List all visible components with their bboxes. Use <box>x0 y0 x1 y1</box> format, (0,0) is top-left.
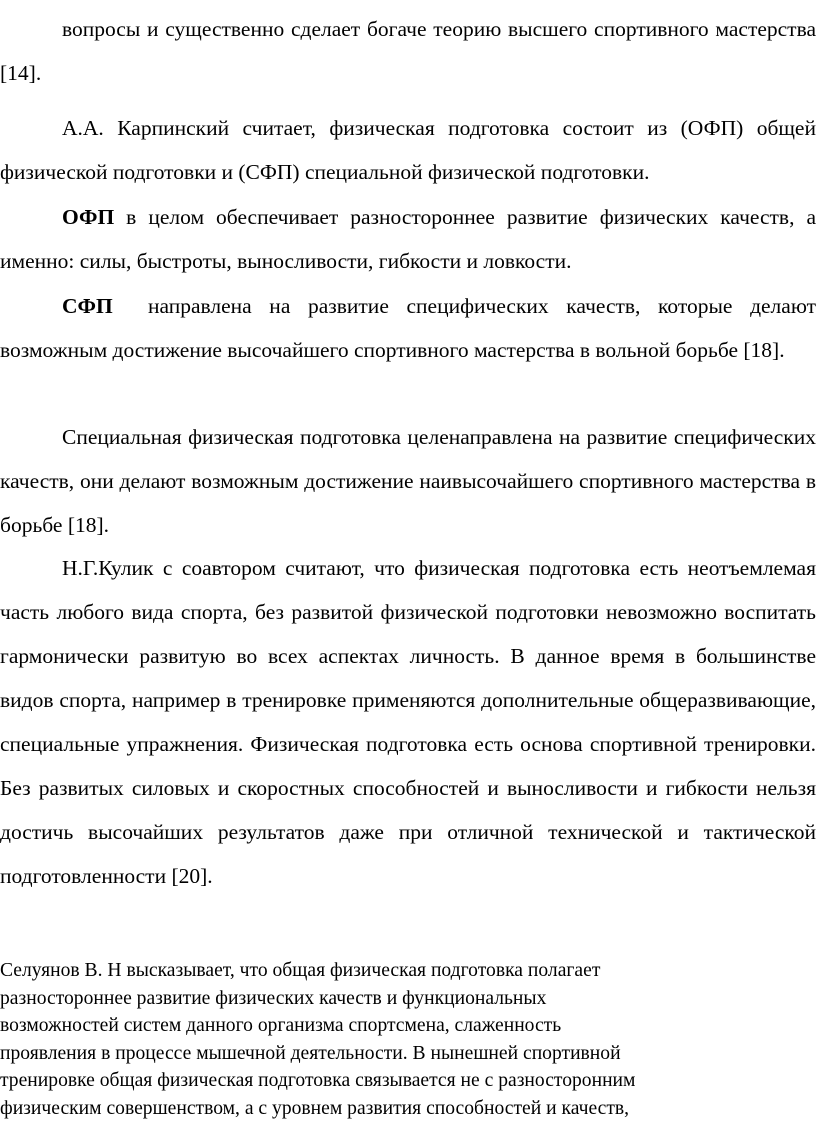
paragraph-4-text: направлена на развитие специфических качеств, которые делают возможным достижение высочайшего спортивного мастерства в вольной борьбе [18]. <box>0 294 816 362</box>
paragraph-7-line: физическим совершенством, а с уровнем развития способностей и качеств, <box>0 1097 630 1119</box>
paragraph-2 <box>0 106 816 194</box>
paragraph-7-line: разностороннее развитие физических качеств и функциональных <box>0 987 547 1009</box>
paragraph-3-text: в целом обеспечивает разностороннее развитие физических качеств, а именно: силы, быстроты, выносливости, гибкости и ловкости. <box>0 205 816 273</box>
paragraph-2-text: А.А. Карпинский считает, физическая подготовка состоит из (ОФП) общей физической подготовки и (СФП) специальной физической подготовки. <box>0 116 816 184</box>
paragraph-7 <box>0 957 808 1122</box>
paragraph-7-line: проявления в процессе мышечной деятельности. В нынешней спортивной <box>0 1042 621 1064</box>
paragraph-6-text: Н.Г.Кулик с соавтором считают, что физическая подготовка есть неотъемлемая часть любого вида спорта, без развитой физической подготовки невозможно воспитать гармонически развитую во всех аспектах личность. В данное время в большинстве видов спорта, например в тренировке применяются дополнительные общеразвивающие, специальные упражнения. Физическая подготовка есть основа спортивной тренировки. Без развитых силовых и скоростных способностей и выносливости и гибкости нельзя достичь высочайших результатов даже при отличной технической и тактической подготовленности [20]. <box>0 556 816 888</box>
paragraph-1 <box>0 7 816 95</box>
paragraph-3 <box>0 195 816 283</box>
paragraph-4 <box>0 284 816 372</box>
paragraph-5-text: Специальная физическая подготовка целенаправлена на развитие специфических качеств, они делают возможным достижение наивысочайшего спортивного мастерства в борьбе [18]. <box>0 425 816 537</box>
paragraph-5 <box>0 415 816 547</box>
paragraph-1-text: вопросы и существенно сделает богаче теорию высшего спортивного мастерства [14]. <box>0 17 816 85</box>
paragraph-4-bold-term: СФП <box>62 294 113 318</box>
paragraph-6 <box>0 546 816 898</box>
paragraph-7-line: Селуянов В. Н высказывает, что общая физическая подготовка полагает <box>0 960 601 981</box>
paragraph-7-line: тренировке общая физическая подготовка связывается не с разносторонним <box>0 1070 636 1091</box>
paragraph-3-bold-term: ОФП <box>62 205 115 229</box>
paragraph-7-line: возможностей систем данного организма спортсмена, слаженность <box>0 1015 562 1036</box>
